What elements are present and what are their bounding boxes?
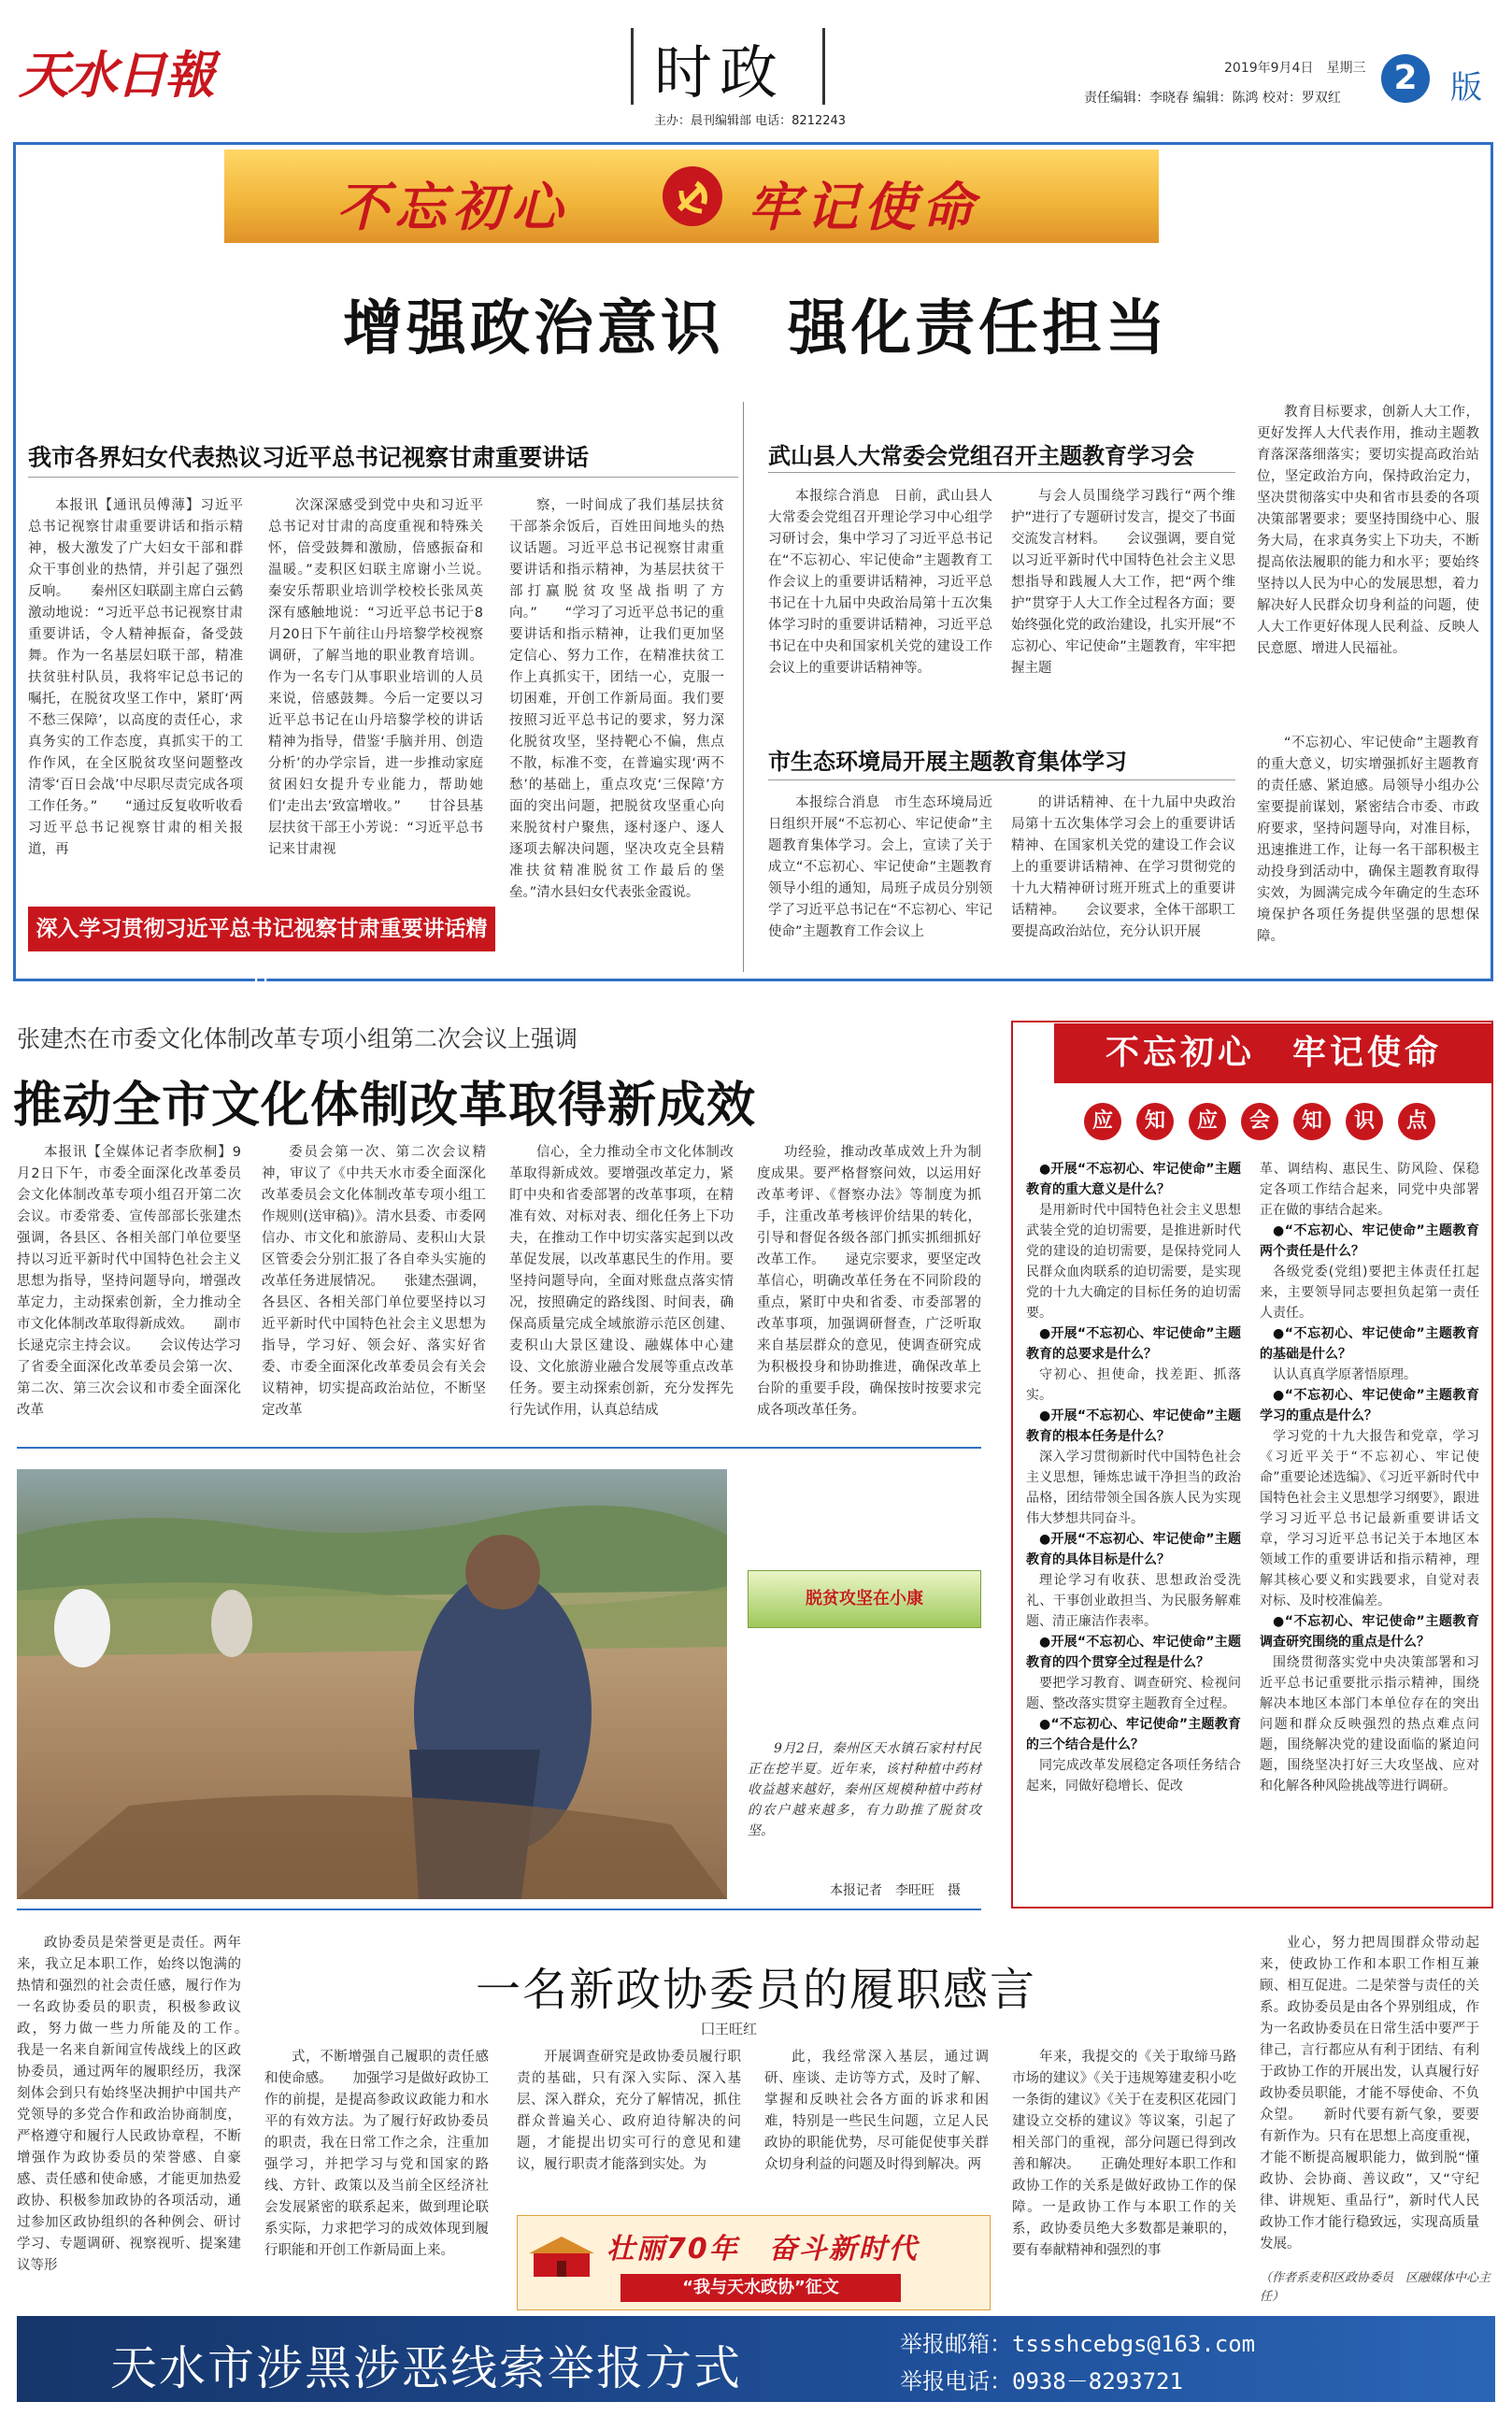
article1-col2: 次深深感受到党中央和习近平总书记对甘肃的高度重视和特殊关怀，倍受鼓舞和激励，倍感振奋和温暖。”麦积区妇联主席谢小兰说。 秦安乐帮职业培训学校校长张凤英深有感触地说：“习近平总书记于8月20日下午前往山丹培黎学校视察调研，了解当地的职业教育培训。作为一名专门从事职业培训的人员来说，倍感鼓舞。今后一定要以习近平总书记在山丹培黎学校的讲话精神为指导，借鉴‘手脑并用、创造分析’的办学宗旨，进一步推动家庭贫困妇女提升专业能力，帮助她们‘走出去’致富增收。” 甘谷县基层扶贫干部王小芳说：“习近平总书记来甘肃视 [268, 498, 510, 857]
article2-col3: 教育目标要求，创新人大工作，更好发挥人大代表作用，推动主题教育落深落细落实；要切实提高政治站位，坚定政治方向，保持政治定力，坚决贯彻落实中央和省市县委的各项决策部署要求；要坚持围绕中心、服务大局，在求真务实上下功夫，不断提高依法履职的能力和水平；要始终坚持以人民为中心的发展思想，着力解决好人民群众切身利益的问题，使人大工作更好体现人民利益、反映人民意愿、增进人民福祉。 [1257, 405, 1479, 656]
qa-question: ●“不忘初心、牢记使命”主题教育两个责任是什么？ [1260, 1223, 1479, 1259]
banner-right-slogan: 牢记使命 [748, 177, 979, 238]
qa-subtitle-char: 识 [1346, 1103, 1383, 1140]
article1-title: 我市各界妇女代表热议习近平总书记视察甘肃重要讲话 [28, 444, 590, 471]
qa-subtitle-char: 点 [1398, 1103, 1435, 1140]
date-text: 2019年9月4日 [1224, 61, 1314, 76]
photo-sign-text: 脱贫攻坚在小康 [806, 1589, 923, 1608]
article3-col2: 的讲话精神、在十九届中央政治局第十五次集体学习会上的重要讲话精神、在国家机关党的建设工作会议上的重要讲话精神、在学习贯彻党的十九大精神研讨班开班式上的重要讲话精神。 会议要求，全体干部职工要提高政治站位，充分认识开展 [1011, 795, 1235, 939]
qa-question: ●“不忘初心、牢记使命”主题教育学习的重点是什么？ [1260, 1388, 1479, 1423]
qa-answer: 各级党委(党组)要把主体责任扛起来，主要领导同志要担负起第一责任人责任。 [1260, 1265, 1479, 1321]
bottom-ad-title: 天水市涉黑涉恶线索举报方式 [110, 2341, 742, 2395]
party-emblem-icon [659, 163, 726, 234]
article4-bottom-rule [17, 1447, 981, 1449]
bottom-ad-phone [900, 2363, 1183, 2395]
article3-col1: 本报综合消息 市生态环境局近日组织开展“不忘初心、牢记使命”主题教育集体学习。会上，宣读了关于成立“不忘初心、牢记使命”主题教育领导小组的通知，局班子成员分别领学了习近平总书记在“不忘初心、牢记使命”主题教育工作会议上 [768, 795, 992, 939]
qa-answer: 革、调结构、惠民生、防风险、保稳定各项工作结合起来，同党中央部署正在做的事结合起来。 [1260, 1162, 1479, 1218]
article4-headline: 推动全市文化体制改革取得新成效 [13, 1078, 757, 1134]
article4-kicker: 张建杰在市委文化体制改革专项小组第二次会议上强调 [17, 1025, 578, 1052]
main-headline: 增强政治意识 强化责任担当 [343, 294, 1169, 364]
qa-question: ●“不忘初心、牢记使命”主题教育的三个结合是什么？ [1026, 1717, 1241, 1752]
qa-subtitle-char: 应 [1189, 1103, 1226, 1140]
qa-subtitle-char: 知 [1136, 1103, 1174, 1140]
article1-col1: 本报讯【通讯员傅薄】习近平总书记视察甘肃重要讲话和指示精神，极大激发了广大妇女干部和群众干事创业的热情，并引起了强烈反响。 秦州区妇联副主席白云鹤激动地说：“习近平总书记视察甘肃重要讲话，令人精神振奋，备受鼓舞。作为一名基层妇联干部，精准扶贫驻村队员，我将牢记总书记的嘱托，在脱贫攻坚工作中，紧盯‘两不愁三保障’，以高度的责任心，求真务实的工作态度，真抓实干的工作作风，在全区脱贫攻坚问题整改清零‘百日会战’中尽职尽责完成各项工作任务。” “通过反复收听收看习近平总书记视察甘肃的相关报道，再 [28, 498, 243, 857]
photo-sign-board [748, 1570, 981, 1628]
tiananmen-icon [529, 2225, 594, 2285]
masthead-divider-left [631, 28, 634, 105]
qa-answer: 守初心、担使命，找差距、抓落实。 [1026, 1367, 1241, 1403]
article2-title: 武山县人大常委会党组召开主题教育学习会 [768, 443, 1194, 469]
qa-question: ●开展“不忘初心、牢记使命”主题教育的根本任务是什么？ [1026, 1408, 1241, 1444]
issue-date [1224, 58, 1365, 77]
article5-col3: 开展调查研究是政协委员履行职责的基础，只有深入实际、深入基层、深入群众，充分了解情况，抓住群众普遍关心、政府迫待解决的问题，才能提出切实可行的意见和建议，履行职责才能落到实处。为 [517, 2050, 741, 2172]
page-suffix: 版 [1450, 69, 1482, 107]
article4-col4: 功经验，推动改革成效上升为制度成果。要严格督察问效，以运用好改革考评、《督察办法》等制度为抓手，注重改革考核评价结果的转化，引导和督促各级各部门抓实抓细抓好改革工作。 逯克宗要求，要坚定改革信心，明确改革任务在不同阶段的重点，紧盯中央和省委、市委部署的改革事项，加强调研督查，广泛听取来自基层群众的意见，使调查研究成为积极投身和协助推进，确保改革上台阶的重要手段，确保按时按要求完成各项改革任务。 [757, 1145, 981, 1418]
qa-question: ●开展“不忘初心、牢记使命”主题教育的总要求是什么？ [1026, 1326, 1241, 1362]
qa-question: ●开展“不忘初心、牢记使命”主题教育的四个贯穿全过程是什么？ [1026, 1635, 1241, 1670]
article3-title: 市生态环境局开展主题教育集体学习 [768, 749, 1127, 775]
banner-left-slogan: 不忘初心 [336, 177, 568, 238]
article5-col4: 此，我经常深入基层，通过调研、座谈、走访等方式，及时了解、掌握和反映社会各方面的诉求和困难，特别是一些民生问题，立足人民政协的职能优势，尽可能促使事关群众切身利益的问题及时得到解决。两 [764, 2050, 989, 2172]
inset-red-slogan: 壮丽70年 奋斗新时代 [606, 2233, 919, 2266]
qa-answer: 围绕贯彻落实党中央决策部署和习近平总书记重要批示指示精神，围绕解决本地区本部门本单位存在的突出问题和群众反映强烈的热点难点问题，围绕解决党的建设面临的紧迫问题，围绕坚决打好三大攻坚战、应对和化解各种风险挑战等进行调研。 [1260, 1655, 1479, 1794]
article1-title-rule [28, 477, 738, 478]
article4-col1: 本报讯【全媒体记者李欣桐】9月2日下午，市委全面深化改革委员会文化体制改革专项小组召开第二次会议。市委常委、宣传部部长张建杰强调，各县区、各相关部门单位要坚持以习近平新时代中国特色社会主义思想为指导，坚持问题导向，增强改革定力，主动探索创新，全力推动全市文化体制改革取得新成效。 副市长逯克宗主持会议。 会议传达学习了省委全面深化改革委员会第一次、第二次、第三次会议和市委全面深化改革 [17, 1145, 241, 1418]
bottom-ad-email [900, 2325, 1255, 2358]
section-title: 时政 [654, 38, 786, 107]
news-photo [17, 1469, 727, 1899]
article3-col3: “不忘初心、牢记使命”主题教育的重大意义，切实增强抓好主题教育的责任感、紧迫感。局领导小组办公室要提前谋划，紧密结合市委、市政府要求，坚持问题导向，对准目标，迅速推进工作，让每一名干部积极主动投身到活动中，确保主题教育取得实效，为圆满完成今年确定的生态环境保护各项任务提供坚强的思想保障。 [1257, 736, 1479, 944]
qa-answer: 要把学习教育、调查研究、检视问题、整改落实贯穿主题教育全过程。 [1026, 1676, 1241, 1711]
staff-line: 责任编辑：李晓春 编辑：陈鸿 校对：罗双红 [1084, 91, 1341, 106]
qa-subtitle-char: 会 [1241, 1103, 1278, 1140]
article5-author-note: （作者系麦积区政协委员 区融媒体中心主任） [1260, 2271, 1491, 2304]
article5-col6: 业心，努力把周围群众带动起来，使政协工作和本职工作相互兼顾、相互促进。二是荣誉与责任的关系。政协委员是由各个界别组成，作为一名政协委员在日常生活中要严于律己，言行都应从有利于团结、有利于政协工作的开展出发，认真履行好政协委员职能，才能不辱使命、不负众望。 新时代要有新气象，要要有新作为。只有在思想上高度重视，才能不断提高履职能力，做到脱“懂政协、会协商、善议政”，又“守纪律、讲规矩、重品行”，新时代人民政协工作才能行稳致远，实现高质量发展。 [1260, 1936, 1479, 2252]
weekday-text: 星期三 [1326, 61, 1366, 76]
article4-col3: 信心，全力推动全市文化体制改革取得新成效。要增强改革定力，紧盯中央和省委部署的改革事项，在精准有效、对标对表、细化任务上下功夫，在推动工作中切实落实起到以改革促发展，以改革惠民生的作用。要坚持问题导向，全面对账盘点落实情况，按照确定的路线图、时间表，确保高质量完成全域旅游示范区创建、麦积山大景区建设、融媒体中心建设、文化旅游业融合发展等重点改革任务。要主动探索创新，充分发挥先行先试作用，认真总结成 [509, 1145, 734, 1418]
qa-question: ●开展“不忘初心、牢记使命”主题教育的具体目标是什么？ [1026, 1532, 1241, 1567]
qa-banner-text: 不忘初心 牢记使命 [1105, 1034, 1442, 1072]
qa-question: ●“不忘初心、牢记使命”主题教育的基础是什么？ [1260, 1326, 1479, 1362]
editors-line: 主办：晨刊编辑部 电话：8212243 [654, 114, 847, 128]
qa-col1 [1026, 1159, 1241, 1897]
photo-bottom-rule [17, 1908, 981, 1910]
masthead-divider-right [822, 28, 825, 105]
inset-blue-text: “我与天水政协”征文 [682, 2278, 839, 2297]
qa-question: ●“不忘初心、牢记使命”主题教育调查研究围绕的重点是什么？ [1260, 1614, 1479, 1650]
inset-blue-banner [620, 2274, 901, 2302]
photo-caption: 9月2日，秦州区天水镇石家村村民正在挖半夏。近年来，该村种植中药材收益越来越好，秦州区规模种植中药材的农户越来越多，有力助推了脱贫攻坚。 [748, 1741, 981, 1838]
paper-name-logo: 天水日報 [19, 45, 213, 105]
article3-title-rule [768, 779, 1235, 780]
qa-banner [1054, 1023, 1493, 1083]
qa-answer: 学习党的十九大报告和党章，学习《习近平关于“不忘初心、牢记使命”重要论述选编》、《习近平新时代中国特色社会主义思想学习纲要》，跟进学习习近平总书记最新重要讲话文章，学习习近平总书记关于本地区本领域工作的重要讲话和指示精神，理解其核心要义和实践要求，自觉对表对标、及时校准偏差。 [1260, 1429, 1479, 1608]
top-column-divider [743, 402, 744, 972]
qa-answer: 深入学习贯彻新时代中国特色社会主义思想，锤炼忠诚干净担当的政治品格，团结带领全国各族人民为实现伟大梦想共同奋斗。 [1026, 1450, 1241, 1526]
article2-col1: 本报综合消息 日前，武山县人大常委会党组召开理论学习中心组学习研讨会，集中学习了习近平总书记在“不忘初心、牢记使命”主题教育工作会议上的重要讲话精神，习近平总书记在十九届中央政治局第十五次集体学习时的重要讲话精神，习近平总书记在中央和国家机关党的建设工作会议上的重要讲话精神等。 [768, 489, 992, 676]
qa-answer: 同完成改革发展稳定各项任务结合起来，同做好稳增长、促改 [1026, 1758, 1241, 1794]
field-scene [17, 1469, 727, 1899]
article5-col2: 式，不断增强自己履职的责任感和使命感。 加强学习是做好政协工作的前提，是提高参政议政能力和水平的有效方法。为了履行好政协委员的职责，我在日常工作之余，注重加强学习，并把学习与党和国家的路线、方针、政策以及当前全区经济社会发展紧密的联系起来，做到理论联系实际，力求把学习的成效体现到履行职能和开创工作新局面上来。 [264, 2050, 489, 2258]
qa-answer: 认认真真学原著悟原理。 [1273, 1367, 1417, 1382]
article2-col2: 与会人员围绕学习践行“两个维护”进行了专题研讨发言，提交了书面交流发言材料。 会议强调，要自觉以习近平新时代中国特色社会主义思想指导和践履人大工作，把“两个维护”贯穿于人大工作全过程各方面；要始终强化党的政治建设，扎实开展“不忘初心、牢记使命”主题教育，牢牢把握主题 [1011, 489, 1235, 676]
photo-credit: 本报记者 李旺旺 摄 [830, 1883, 961, 1898]
article2-title-rule [768, 472, 1235, 473]
top-banner [224, 150, 1159, 243]
article5-byline: 囗王旺红 [701, 2021, 758, 2037]
qa-answer: 理论学习有收获、思想政治受洗礼、干事创业敢担当、为民服务解难题、清正廉洁作表率。 [1026, 1573, 1241, 1629]
phone-value: 0938－8293721 [1012, 2368, 1183, 2395]
qa-answer: 是用新时代中国特色社会主义思想武装全党的迫切需要，是推进新时代党的建设的迫切需要，是保持党同人民群众血肉联系的迫切需要，是实现党的十九大确定的目标任务的迫切需要。 [1026, 1203, 1241, 1321]
article5-col5: 年来，我提交的《关于取缔马路市场的建议》《关于违规筹建麦积小吃一条街的建议》《关于在麦积区花园门建设立交桥的建议》等议案，引起了相关部门的重视，部分问题已得到改善和解决。 正确处理好本职工作和政协工作的关系是做好政协工作的保障。一是政协工作与本职工作的关系，政协委员绝大多数都是兼职的，要有奉献精神和强烈的事 [1012, 2050, 1236, 2258]
qa-col2 [1260, 1159, 1479, 1897]
page-number-badge [1381, 54, 1430, 103]
bottom-ad [17, 2316, 1495, 2402]
email-value: tssshcebgs@163.com [1012, 2331, 1256, 2357]
qa-question: ●开展“不忘初心、牢记使命”主题教育的重大意义是什么？ [1026, 1162, 1241, 1197]
article1-col3: 察，一时间成了我们基层扶贫干部茶余饭后，百姓田间地头的热议话题。习近平总书记视察甘肃重要讲话和指示精神，为基层扶贫干部打赢脱贫攻坚战指明了方向。” “学习了习近平总书记的重要讲话和指示精神，让我们更加坚定信心、努力工作，在精准扶贫工作上真抓实干，团结一心，克服一切困难，开创工作新局面。我们要按照习近平总书记的要求，努力深化脱贫攻坚，坚持靶心不偏，焦点不散，标准不变，在普遍实现‘两不愁’的基础上，重点攻克‘三保障’方面的突出问题，把脱贫攻坚重心向来脱贫村户聚焦，逐村逐户、逐人逐项去解决问题，坚决攻克全县精准扶贫精准脱贫工作最后的堡垒。”清水县妇女代表张金霞说。 [509, 498, 724, 900]
qa-subtitle [1084, 1103, 1458, 1142]
ribbon-text: 深入学习贯彻习近平总书记视察甘肃重要讲话精神 [36, 917, 488, 986]
qa-subtitle-char: 应 [1084, 1103, 1121, 1140]
article5-inset [517, 2215, 991, 2310]
phone-label: 举报电话： [900, 2368, 1012, 2395]
article5-headline: 一名新政协委员的履职感言 [475, 1964, 1036, 2016]
page-number: 2 [1393, 59, 1418, 97]
article5-col1: 政协委员是荣誉更是责任。两年来，我立足本职工作，始终以饱满的热情和强烈的社会责任感，履行作为一名政协委员的职责，积极参政议政，努力做一些力所能及的工作。 我是一名来自新闻宣传战线上的区政协委员，通过两年的履职经历，我深刻体会到只有始终坚决拥护中国共产党领导的多党合作和政治协商制度，严格遵守和履行人民政协章程，不断增强作为政协委员的荣誉感、自豪感、责任感和使命感，才能更加热爱政协、积极参加政协的各项活动，通过参加区政协组织的各种例会、研讨学习、专题调研、视察视听、提案建议等形 [17, 1936, 268, 2273]
article4-col2: 委员会第一次、第二次会议精神，审议了《中共天水市委全面深化改革委员会文化体制改革专项小组工作规则(送审稿)》。清水县委、市委网信办、市文化和旅游局、麦积山大景区管委会分别汇报了各自牵头实施的改革任务进展情况。 张建杰强调，各县区、各相关部门单位要坚持以习近平新时代中国特色社会主义思想为指导，学习好、领会好、落实好省委、市委全面深化改革委员会有关会议精神，切实提高政治站位，不断坚定改革 [262, 1145, 486, 1418]
qa-subtitle-char: 知 [1293, 1103, 1331, 1140]
email-label: 举报邮箱： [900, 2331, 1012, 2357]
article1-ribbon [28, 907, 495, 986]
